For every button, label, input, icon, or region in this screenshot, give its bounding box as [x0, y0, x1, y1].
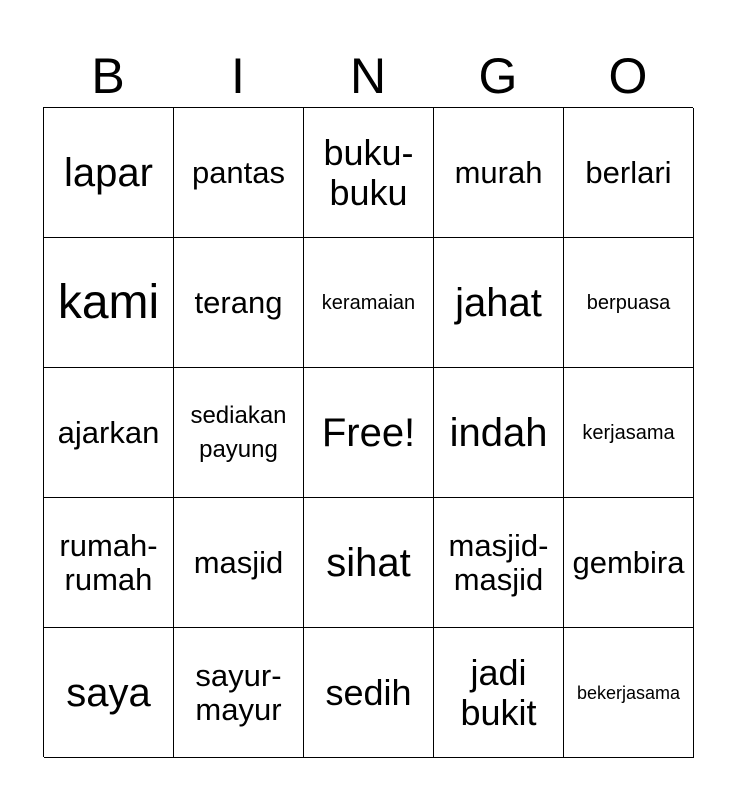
free-space[interactable]	[304, 368, 434, 498]
bingo-cell[interactable]	[434, 368, 564, 498]
bingo-cell[interactable]	[174, 108, 304, 238]
cell-text: sedih	[325, 671, 412, 713]
cell-text: Free!	[321, 410, 416, 455]
bingo-cell[interactable]	[304, 628, 434, 758]
bingo-cell[interactable]	[304, 498, 434, 628]
bingo-cell[interactable]	[564, 498, 694, 628]
header-letter-b: B	[91, 48, 125, 104]
cell-text: berlari	[585, 154, 672, 190]
bingo-cell[interactable]	[434, 108, 564, 238]
cell-text: masjid	[193, 544, 284, 580]
cell-text: gembira	[572, 544, 685, 580]
bingo-cell[interactable]	[174, 628, 304, 758]
cell-text: masjid- masjid	[448, 527, 549, 597]
bingo-cell[interactable]	[174, 368, 304, 498]
bingo-cell[interactable]	[304, 108, 434, 238]
cell-text: saya	[66, 670, 151, 715]
bingo-cell[interactable]	[44, 498, 174, 628]
cell-text: sediakan payung	[190, 401, 287, 463]
cell-text: jadi bukit	[460, 651, 537, 733]
cell-text: bekerjasama	[576, 682, 681, 703]
cell-text: pantas	[191, 154, 286, 190]
bingo-cell[interactable]	[564, 108, 694, 238]
cell-text: kami	[57, 275, 160, 329]
cell-text: ajarkan	[57, 414, 160, 450]
cell-text: berpuasa	[586, 291, 671, 314]
cell-text: kerjasama	[582, 421, 675, 444]
header-letter-n: N	[349, 48, 387, 104]
cell-text: terang	[194, 284, 283, 320]
bingo-cell[interactable]	[44, 628, 174, 758]
bingo-cell[interactable]	[564, 368, 694, 498]
bingo-cell[interactable]	[564, 238, 694, 368]
cell-text: lapar	[64, 150, 153, 195]
header-letter-o: O	[608, 48, 648, 104]
cell-text: buku- buku	[323, 131, 414, 213]
bingo-header	[43, 44, 693, 108]
cell-text: sihat	[326, 540, 411, 585]
cell-text: jahat	[455, 280, 542, 325]
bingo-cell[interactable]	[174, 498, 304, 628]
bingo-cell[interactable]	[44, 368, 174, 498]
cell-text: murah	[454, 154, 543, 190]
bingo-cell[interactable]	[174, 238, 304, 368]
cell-text: keramaian	[321, 291, 416, 314]
cell-text: sayur- mayur	[195, 657, 282, 727]
bingo-cell[interactable]	[304, 238, 434, 368]
header-letter-i: I	[231, 48, 245, 104]
bingo-cell[interactable]	[434, 628, 564, 758]
cell-text: rumah- rumah	[59, 527, 158, 597]
bingo-card	[43, 107, 693, 757]
bingo-cell[interactable]	[564, 628, 694, 758]
header-letter-g: G	[478, 48, 518, 104]
bingo-cell[interactable]	[434, 498, 564, 628]
cell-text: indah	[449, 410, 548, 455]
bingo-cell[interactable]	[44, 238, 174, 368]
bingo-cell[interactable]	[44, 108, 174, 238]
bingo-cell[interactable]	[434, 238, 564, 368]
